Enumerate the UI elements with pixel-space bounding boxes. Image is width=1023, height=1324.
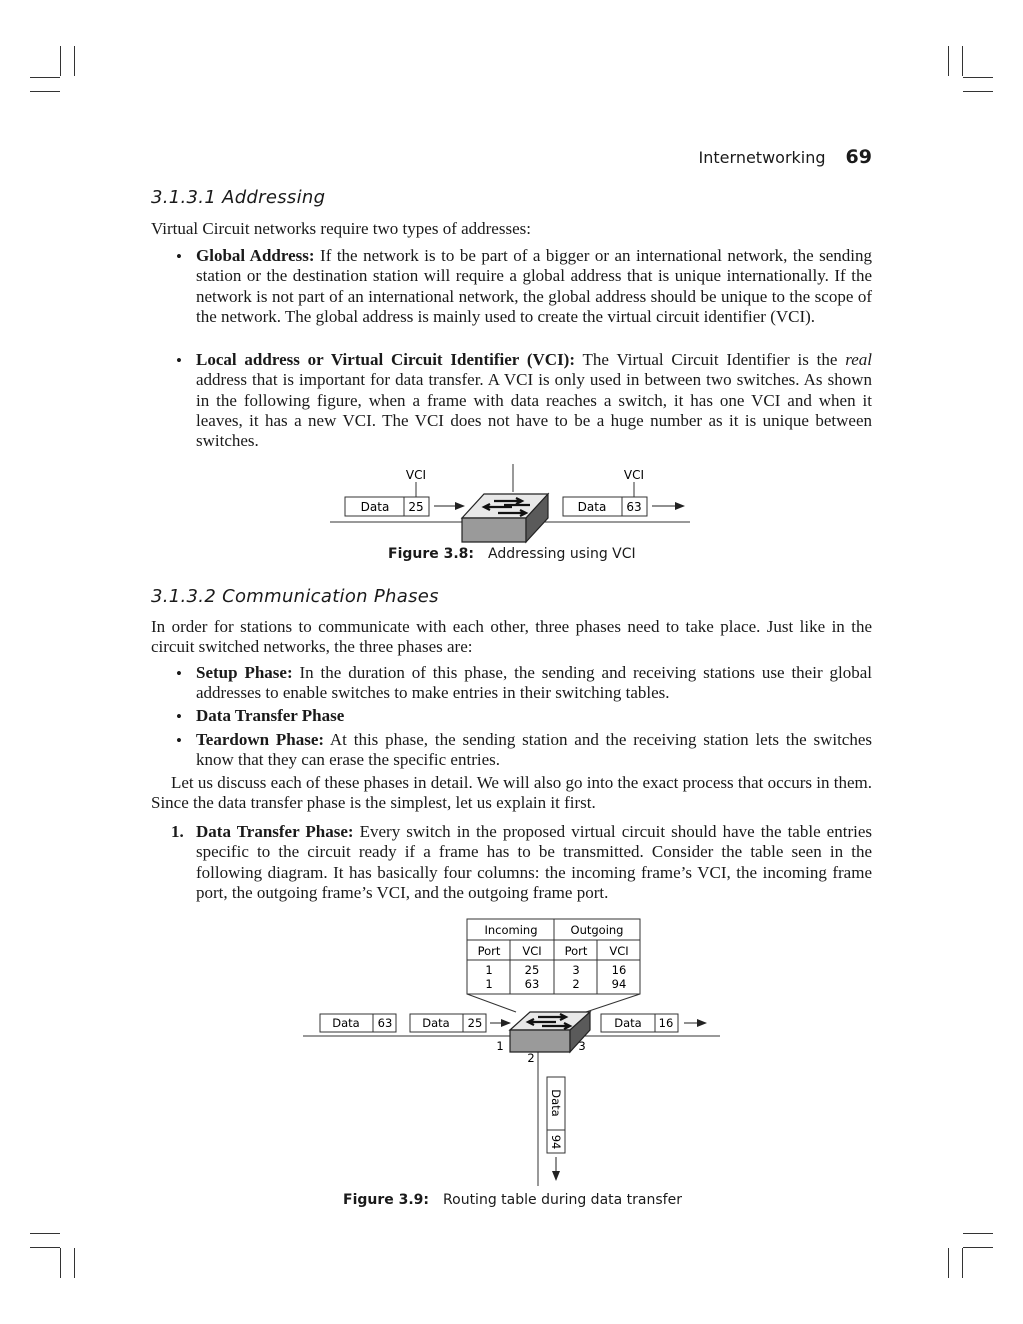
phases-discussion: Let us discuss each of these phases in detail. We will also go into the exact process that occurs in them. Since the data transfer phase is the simplest, let us explain it first. [151,773,872,813]
frame-data-label: Data [577,500,607,514]
vci-label: VCI [623,468,645,482]
bullet-text: The Virtual Circuit Identifier is the [575,350,846,369]
frame-data-label: Data [614,1016,642,1030]
bullet-text: At this phase, the sending station and the receiving station lets the switches know that they can erase the specific entries. [196,730,872,770]
frame-data-label: Data [332,1016,360,1030]
section-heading-phases: 3.1.3.2 Communication Phases [151,586,439,607]
bullet-term: Global Address: [196,246,315,265]
frame-vci-value: 63 [626,500,642,514]
frame-vci-value: 63 [377,1016,393,1030]
caption-label: Figure 3.8: [388,546,475,562]
table-column-header: Port [477,944,501,958]
vci-label: VCI [405,468,427,482]
figure-3-9-caption [343,1192,682,1208]
caption-label: Figure 3.9: [343,1192,430,1208]
table-connector [586,994,640,1012]
caption-text: Addressing using VCI [488,546,636,562]
addressing-intro: Virtual Circuit networks require two types of addresses: [151,219,531,238]
page-number: 69 [845,146,872,168]
numbered-marker: 1. [171,822,184,841]
caption-text: Routing table during data transfer [443,1192,682,1208]
frame-data-label: Data [549,1089,563,1117]
bullet-marker: • [176,664,182,683]
port-label: 3 [578,1039,586,1053]
frame-vci-value: 25 [467,1016,483,1030]
table-column-header: VCI [609,944,629,958]
routing-table [467,919,640,994]
table-connector [467,994,516,1012]
table-cell: 3 [572,963,580,977]
table-column-header: Port [564,944,588,958]
bullet-marker: • [176,247,182,266]
table-cell: 63 [524,977,540,991]
frame-vci-value: 94 [549,1134,563,1150]
bullet-text: If the network is to be part of a bigger or an international network, the sending station or the destination station will require a global address that is unique internationally. If the network is not part of an international network, the global address should be unique to the scope of the network. The global address is mainly used to create the virtual circuit identifier (VCI). [196,246,872,326]
bullet-text: address that is important for data transfer. A VCI is only used in between two switches. As shown in the following figure, when a frame with data reaches a switch, it has one VCI and when it leaves, it has a new VCI. The VCI does not have to be a huge number as it is unique between switches. [196,370,872,451]
table-cell: 2 [572,977,580,991]
section-heading-addressing: 3.1.3.1 Addressing [151,187,326,208]
bullet-term: Setup Phase: [196,663,293,682]
bullet-emphasis: real [845,350,872,369]
bullet-term: Local address or Virtual Circuit Identifier (VCI): [196,350,576,369]
bullet-marker: • [176,731,182,750]
table-column-header: VCI [522,944,542,958]
bullet-text: In the duration of this phase, the sending and receiving stations use their global addresses to enable switches to make entries in their switching tables. [196,663,872,703]
running-head-title: Internetworking [698,148,826,167]
frame-vci-value: 16 [658,1016,674,1030]
numbered-text: Every switch in the proposed virtual circuit should have the table entries specific to the circuit ready if a frame has to be transmitted. Consider the table seen in the following diagram. It has basically four columns: the incoming frame’s VCI, the incoming frame port, the outgoing frame’s VCI, and the outgoing frame port. [196,822,872,902]
phases-intro: In order for stations to communicate with each other, three phases need to take place. Just like in the circuit switched networks, the three phases are: [151,617,872,657]
table-cell: 1 [485,963,493,977]
frame-data-label: Data [360,500,390,514]
frame-data-label: Data [422,1016,450,1030]
frame-vci-value: 25 [408,500,424,514]
table-cell: 25 [524,963,540,977]
table-group-header: Outgoing [570,923,624,937]
bullet-marker: • [176,707,182,726]
table-cell: 94 [611,977,627,991]
numbered-term: Data Transfer Phase: [196,822,354,841]
table-group-header: Incoming [484,923,538,937]
table-cell: 1 [485,977,493,991]
port-label: 2 [527,1051,535,1065]
port-label: 1 [496,1039,504,1053]
table-cell: 16 [611,963,627,977]
bullet-marker: • [176,351,182,370]
bullet-term: Data Transfer Phase [196,706,345,725]
bullet-term: Teardown Phase: [196,730,325,749]
